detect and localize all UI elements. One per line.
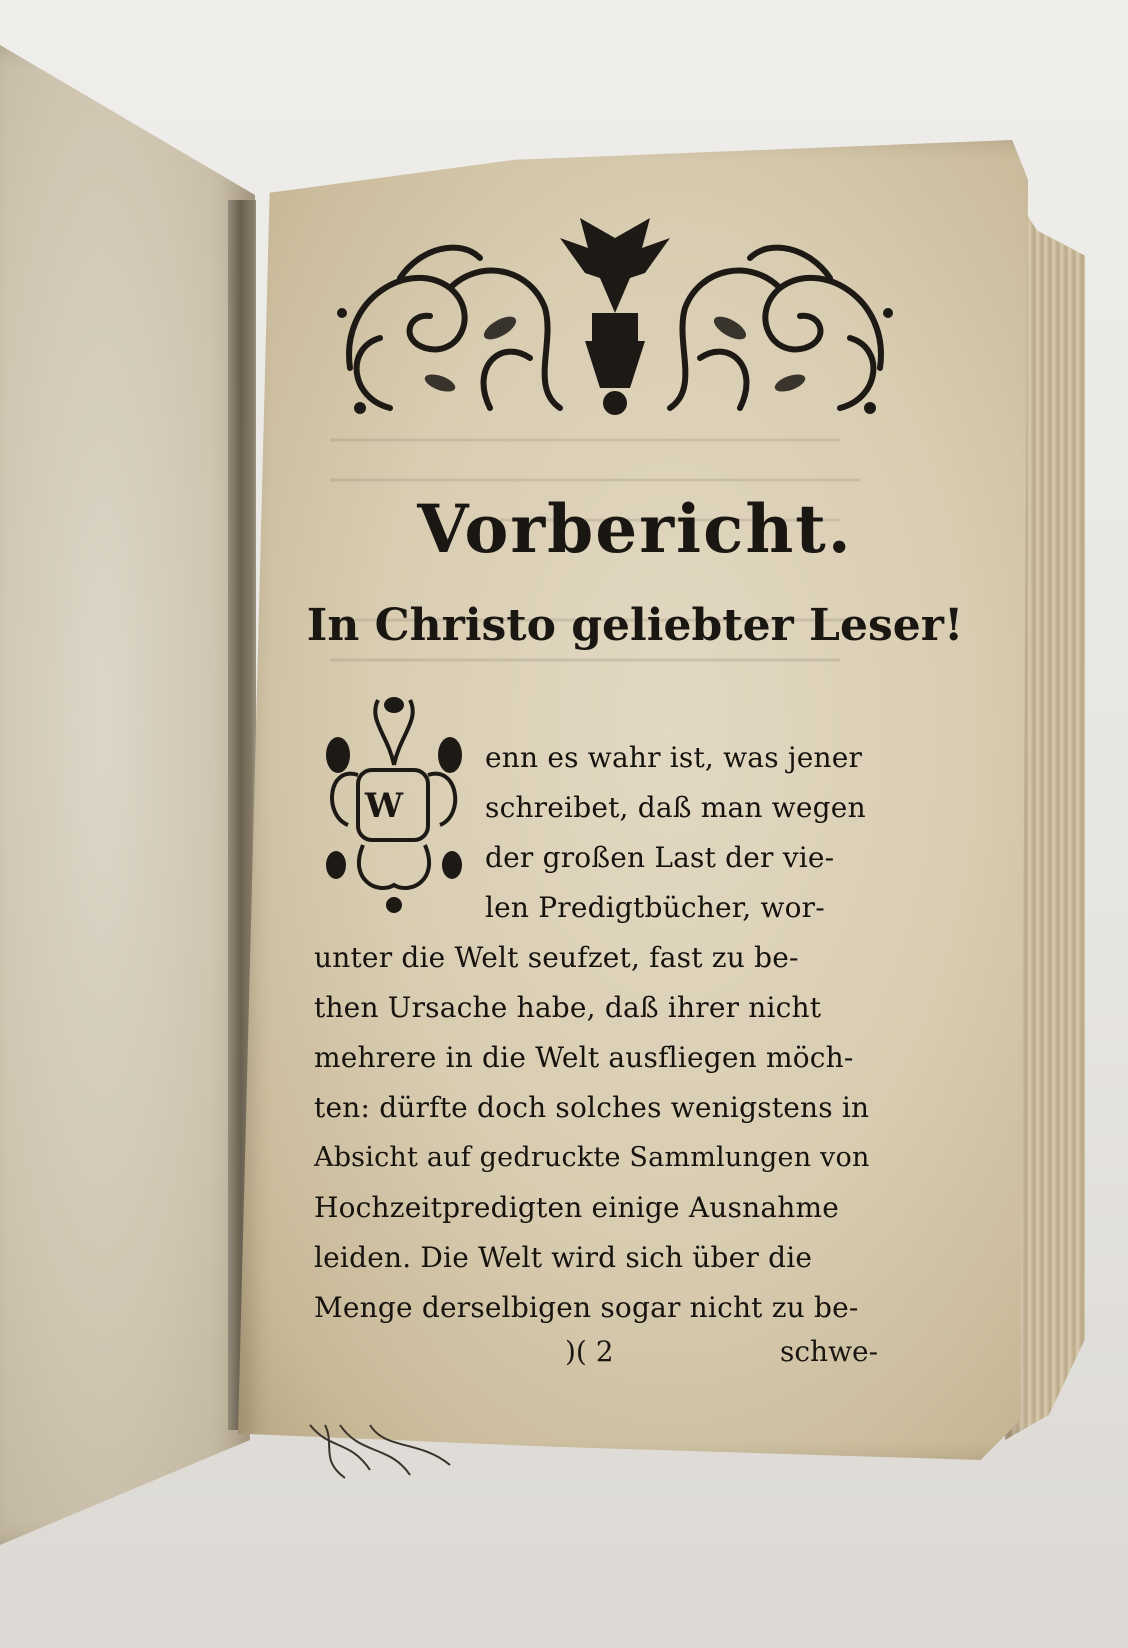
headpiece-ornament xyxy=(330,218,900,438)
text-line: ten: dürfte doch solches wenigstens in xyxy=(314,1091,870,1124)
text-line: mehrere in die Welt ausfliegen möch- xyxy=(314,1041,854,1074)
text-line: Hochzeitpredigten einige Ausnahme xyxy=(314,1191,839,1224)
text-line: len Predigtbücher, wor- xyxy=(485,891,825,924)
initial-letter: W xyxy=(364,786,404,826)
salutation: In Christo geliebter Leser! xyxy=(306,600,964,651)
signature-mark: )( 2 xyxy=(565,1335,614,1368)
page-title: Vorbericht. xyxy=(417,490,853,568)
binding-threads xyxy=(300,1420,460,1480)
text-line: unter die Welt seufzet, fast zu be- xyxy=(314,941,799,974)
text-line: then Ursache habe, daß ihrer nicht xyxy=(314,991,822,1024)
text-line: schreibet, daß man wegen xyxy=(485,791,866,824)
left-page xyxy=(0,45,255,1545)
text-line: der großen Last der vie- xyxy=(485,841,835,874)
catchword: schwe- xyxy=(780,1335,879,1368)
text-line: enn es wahr ist, was jener xyxy=(485,741,863,774)
text-line: leiden. Die Welt wird sich über die xyxy=(314,1241,813,1274)
text-line: Absicht auf gedruckte Sammlungen von xyxy=(314,1142,870,1173)
text-line: Menge derselbigen sogar nicht zu be- xyxy=(314,1291,859,1324)
